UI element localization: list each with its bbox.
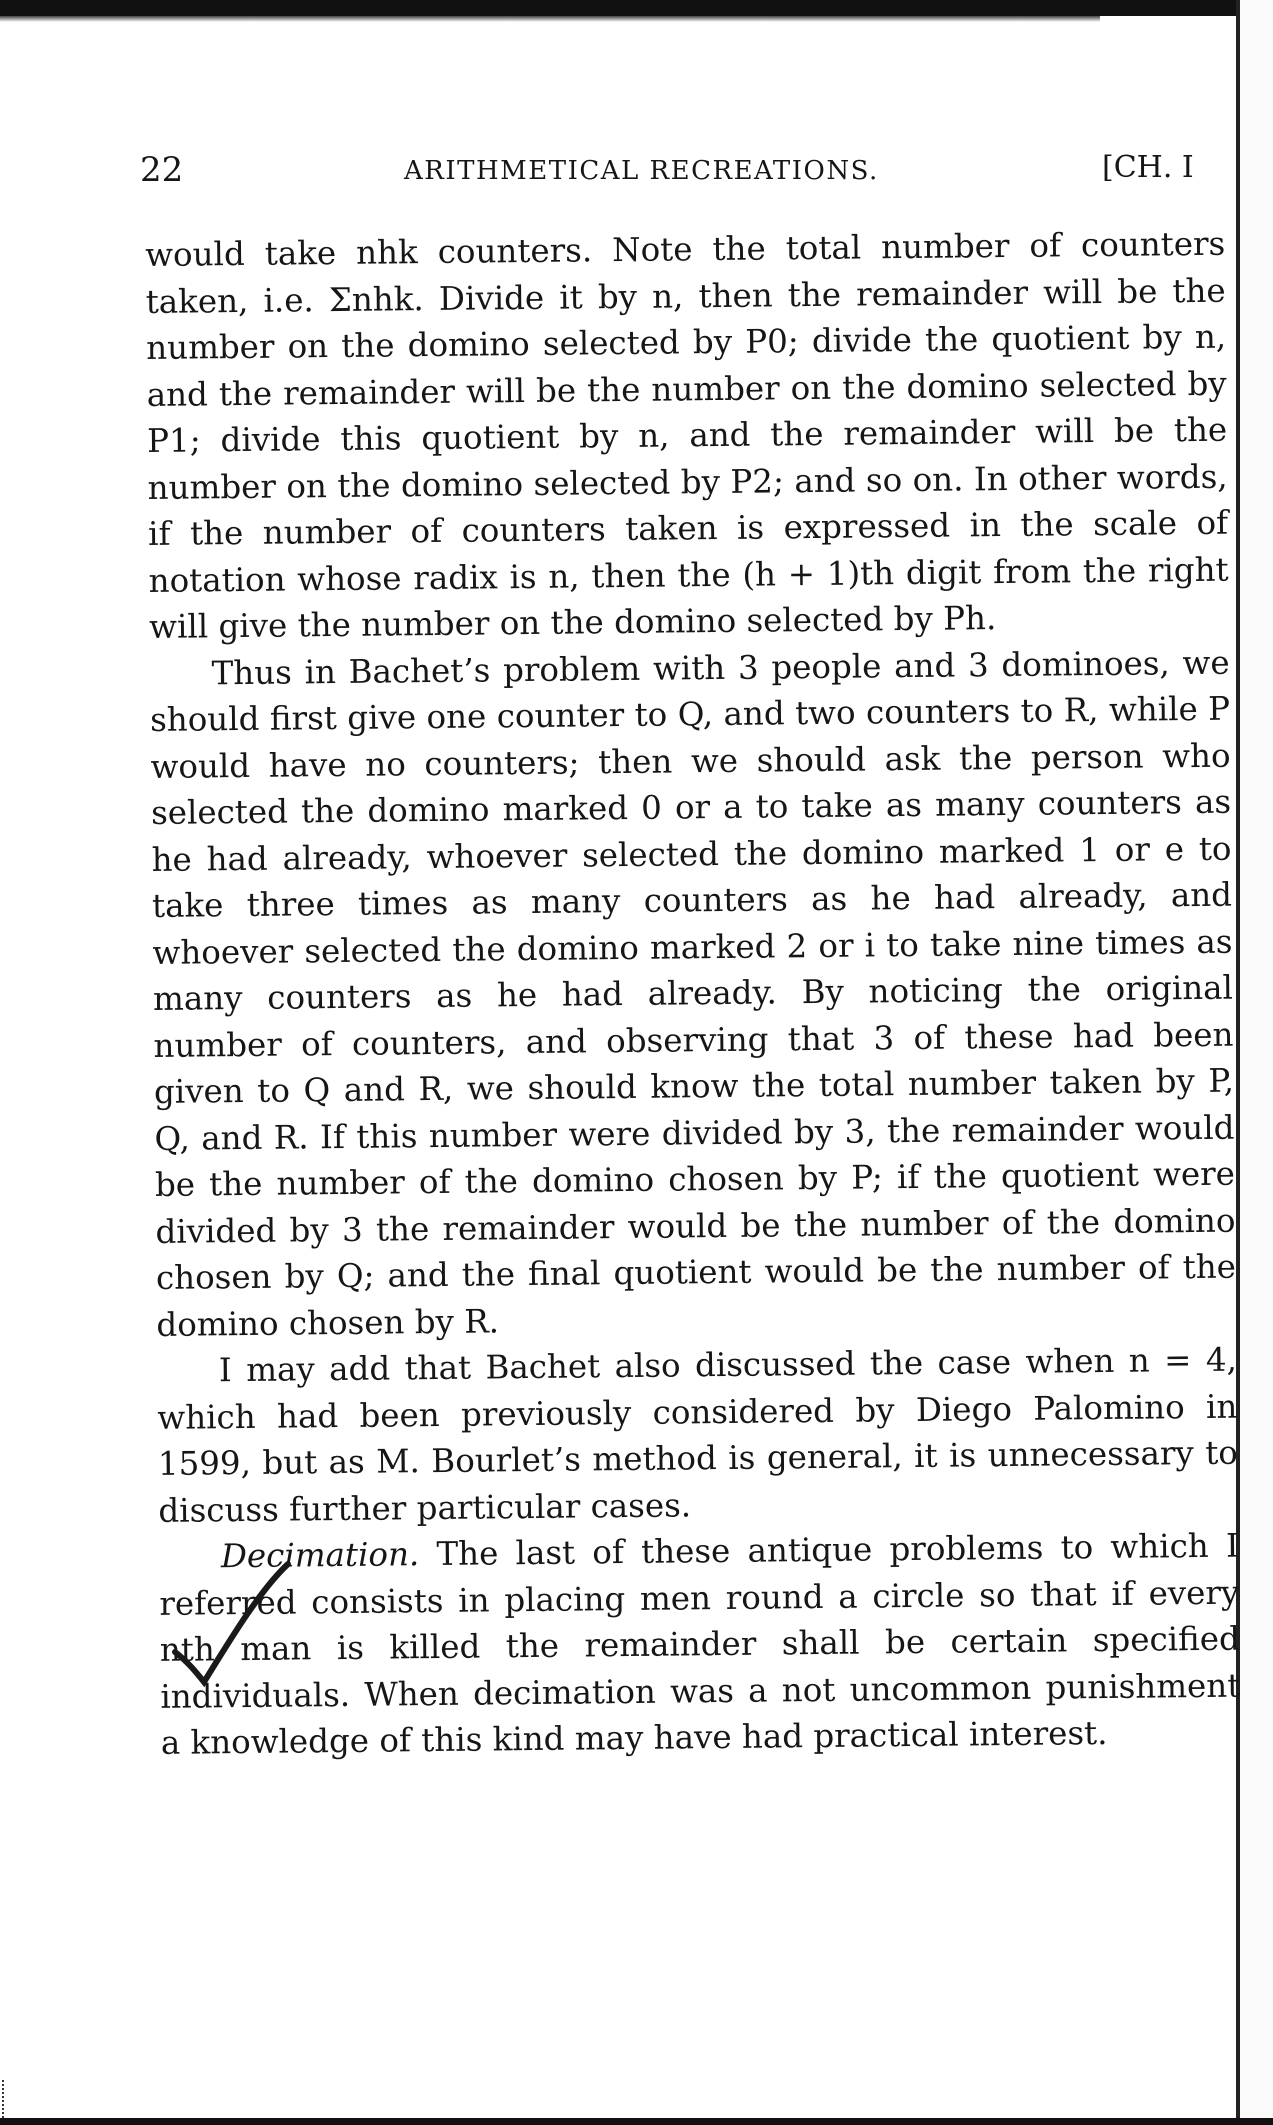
page-number: 22 — [140, 150, 184, 190]
running-title: ARITHMETICAL RECREATIONS. — [404, 156, 879, 186]
scan-left-speck — [2, 2080, 14, 2118]
paragraph-1: would take nhk counters. Note the total number of counters taken, i.e. Σnhk. Divide it by n, then the remainder will be the number on the domino selected by P0; divide the quotient by n, and the remainder will be the number on the domino selected by P1; divide this quotient by n, and the remainder will be the number on the domino selected by P2; and so on. In other words, if the number of counters taken is expressed in the scale of notation whose radix is n, then the (h + 1)th digit from the right will give the number on the domino selected by Ph. — [145, 224, 1229, 646]
body-text — [145, 221, 1241, 1767]
paragraph-4 — [159, 1523, 1241, 1767]
paragraph-2: Thus in Bachet’s problem with 3 people and 3 dominoes, we should first give one counter to Q, and two counters to R, while P would have no counters; then we should ask the person who selected the domino marked 0 or a to take as many counters as he had already, whoever selected the domino marked 1 or e to take three times as many counters as he had already, and whoever selected the domino marked 2 or i to take nine times as many counters as he had already. By noticing the original number of counters, and observing that 3 of these had been given to Q and R, we should know the total number taken by P, Q, and R. If this number were divided by 3, the remainder would be the number of the domino chosen by P; if the quotient were divided by 3 the remainder would be the number of the domino chosen by Q; and the final quotient would be the number of the domino chosen by R. — [149, 643, 1237, 1344]
page-header — [140, 150, 1210, 200]
scan-top-shadow — [0, 16, 1100, 22]
paragraph-4-text: The last of these antique problems to which I referred consists in placing men round a circle so that if every nth man is killed the remainder shall be certain specified individuals. When decimation was a not uncommon punishment a knowledge of this kind may have had practical interest. — [159, 1526, 1241, 1762]
paragraph-3: I may add that Bachet also discussed the case when n = 4, which had been previously considered by Diego Palomino in 1599, but as M. Bourlet’s method is general, it is unnecessary to discuss further particular cases. — [157, 1340, 1239, 1530]
chapter-label: [CH. I — [1102, 150, 1194, 185]
pencil-check-mark — [170, 1560, 310, 1700]
scan-top-edge — [0, 0, 1273, 16]
section-heading: Decimation. — [220, 1535, 420, 1576]
scan-bottom-edge — [0, 2118, 1273, 2125]
scan-right-margin — [1240, 0, 1273, 2125]
